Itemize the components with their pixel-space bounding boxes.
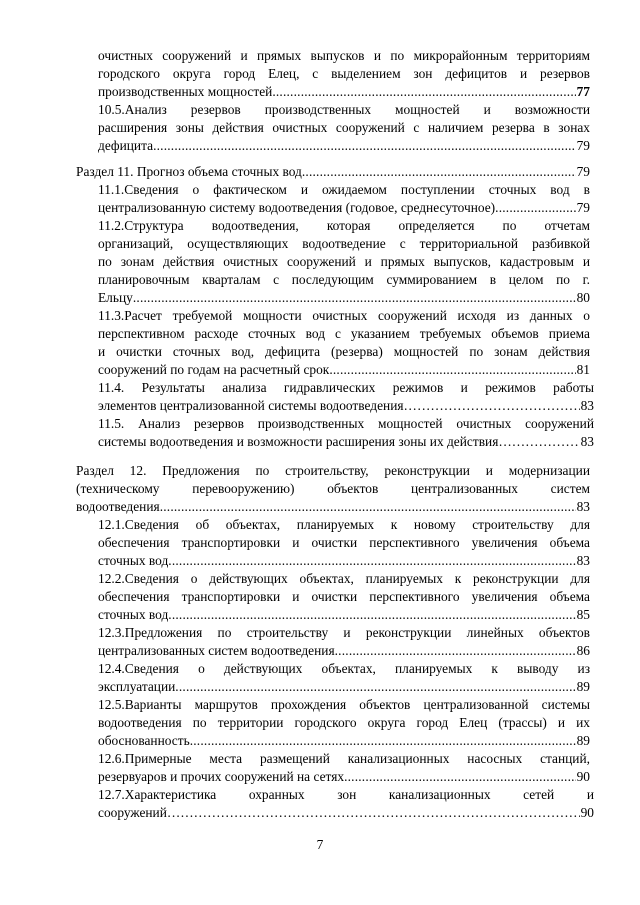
toc-page-number: 83	[580, 434, 594, 449]
toc-page-number: 79	[576, 164, 590, 179]
dot-leader	[498, 433, 579, 451]
dot-leader	[175, 678, 575, 696]
toc-entry-title-text: централизованную систему водоотведения (годовое, среднесуточное)	[98, 200, 496, 215]
toc-entry-line: 11.2.Структура водоотведения, которая определяется по отчетам	[98, 218, 590, 233]
toc-entry-last-line	[76, 498, 590, 516]
toc-page-number: 86	[576, 643, 590, 658]
dot-leader	[160, 498, 576, 516]
toc-entry-line: обеспечения транспортировки и очистки перспективного увеличения объема	[98, 589, 590, 604]
toc-entry-line: 11.5. Анализ резервов производственных мощностей очистных сооружений	[98, 416, 594, 431]
toc-entry-line: 12.4.Сведения о действующих объектах, планируемых к выводу из	[98, 661, 590, 676]
toc-entry-line: 12.3.Предложения по строительству и реконструкции линейных объектов	[98, 625, 590, 640]
toc-entry-last-line	[98, 678, 590, 696]
toc-page-number: 85	[576, 607, 590, 622]
dot-leader	[344, 768, 576, 786]
toc-entry-line: Раздел 12. Предложения по строительству, реконструкции и модернизации	[76, 463, 590, 478]
toc-entry-last-line	[98, 137, 590, 155]
toc-entry-line: 12.6.Примерные места размещений канализационных насосных станций,	[98, 751, 590, 766]
dot-leader	[168, 552, 575, 570]
toc-page-number: 81	[576, 362, 590, 377]
toc-entry-title-text: системы водоотведения и возможности расширения зоны их действия	[98, 434, 499, 449]
toc-entry-line: (техническому перевооружению) объектов централизованных систем	[76, 481, 590, 496]
toc-page-number: 80	[576, 290, 590, 305]
toc-entry-line: очистных сооружений и прямых выпусков и по микрорайонным территориям	[98, 48, 590, 63]
toc-page-number: 79	[576, 138, 590, 153]
toc-entry-title-text: централизованных систем водоотведения	[98, 643, 335, 658]
dot-leader	[329, 361, 575, 379]
dot-leader	[272, 83, 575, 101]
toc-entry-last-line	[98, 606, 590, 624]
toc-page-number: 83	[580, 398, 594, 413]
toc-entry-line: обеспечения транспортировки и очистки перспективного увеличения объема	[98, 535, 590, 550]
toc-entry-title-text: Ельцу	[98, 290, 133, 305]
toc-page-number: 77	[576, 84, 590, 99]
dot-leader	[168, 606, 575, 624]
toc-entry-title-text: сточных вод	[98, 553, 169, 568]
dot-leader	[495, 199, 575, 217]
toc-entry-title-text: резервуаров и прочих сооружений на сетях	[98, 769, 345, 784]
toc-entry-last-line	[98, 804, 594, 822]
toc-entry-line: 12.1.Сведения об объектах, планируемых к новому строительству для	[98, 517, 590, 532]
toc-entry-last-line	[98, 361, 590, 379]
toc-entry-line: 12.2.Сведения о действующих объектах, планируемых к реконструкции для	[98, 571, 590, 586]
dot-leader	[404, 397, 580, 415]
toc-entry-line: планировочным кварталам с последующим суммированием в целом по г.	[98, 272, 590, 287]
toc-page-number: 79	[576, 200, 590, 215]
toc-entry-last-line	[98, 397, 594, 415]
toc-page-number: 83	[576, 499, 590, 514]
toc-entry-title-text: элементов централизованной системы водоотведения	[98, 398, 404, 413]
toc-entry-title-text: производственных мощностей	[98, 84, 273, 99]
toc-entry-title-text: дефицита	[98, 138, 154, 153]
toc-entry-line: и очистки сточных вод, дефицита (резерва) мощностей по зонам действия	[98, 344, 590, 359]
toc-entry-line: по зонам действия очистных сооружений и прямых выпусков, кадастровым и	[98, 254, 590, 269]
toc-entry-line: водоотведения по территории городского округа город Елец (трассы) и их	[98, 715, 590, 730]
toc-entry-last-line	[76, 163, 590, 181]
toc-entry-last-line	[98, 199, 590, 217]
toc-page-number: 89	[576, 679, 590, 694]
dot-leader	[153, 137, 576, 155]
dot-leader	[335, 642, 576, 660]
toc-entry-line: перспективном расходе сточных вод с указанием требуемых объемов приема	[98, 326, 590, 341]
toc-entry-title-text: обоснованность	[98, 733, 190, 748]
toc-entry-line: городского округа город Елец, с выделением зон дефицитов и резервов	[98, 66, 590, 81]
toc-entry-title-text: эксплуатации	[98, 679, 176, 694]
toc-entry-line: расширения зоны действия очистных сооружений с наличием резерва в зонах	[98, 120, 590, 135]
toc-page-number: 89	[576, 733, 590, 748]
toc-entry-line: 11.3.Расчет требуемой мощности очистных сооружений исходя из данных о	[98, 308, 590, 323]
toc-entry-title-text: сооружений	[98, 805, 167, 820]
toc-entry-title-text: сточных вод	[98, 607, 169, 622]
dot-leader	[133, 289, 576, 307]
toc-page-number: 90	[580, 805, 594, 820]
toc-entry-title-text: Раздел 11. Прогноз объема сточных вод	[76, 164, 302, 179]
toc-entry-line: 10.5.Анализ резервов производственных мощностей и возможности	[98, 102, 590, 117]
toc-entry-last-line	[98, 433, 594, 451]
toc-entry-line: 11.1.Сведения о фактическом и ожидаемом поступлении сточных вод в	[98, 182, 590, 197]
toc-entry-line: 12.5.Варианты маршрутов прохождения объектов централизованной системы	[98, 697, 590, 712]
toc-entry-last-line	[98, 552, 590, 570]
toc-page-number: 83	[576, 553, 590, 568]
toc-entry-line: 12.7.Характеристика охранных зон канализационных сетей и	[98, 787, 594, 802]
toc-entry-last-line	[98, 732, 590, 750]
toc-entry-last-line	[98, 768, 590, 786]
dot-leader	[190, 732, 576, 750]
page-number: 7	[316, 837, 324, 852]
toc-entry-line: 11.4. Результаты анализа гидравлических режимов и режимов работы	[98, 380, 594, 395]
dot-leader	[167, 804, 580, 822]
dot-leader	[302, 163, 576, 181]
toc-entry-last-line	[98, 83, 590, 101]
toc-entry-line: организаций, осуществляющих водоотведение с территориальной разбивкой	[98, 236, 590, 251]
toc-entry-last-line	[98, 289, 590, 307]
toc-entry-last-line	[98, 642, 590, 660]
toc-page-number: 90	[576, 769, 590, 784]
toc-entry-title-text: сооружений по годам на расчетный срок	[98, 362, 330, 377]
toc-entry-title-text: водоотведения	[76, 499, 160, 514]
